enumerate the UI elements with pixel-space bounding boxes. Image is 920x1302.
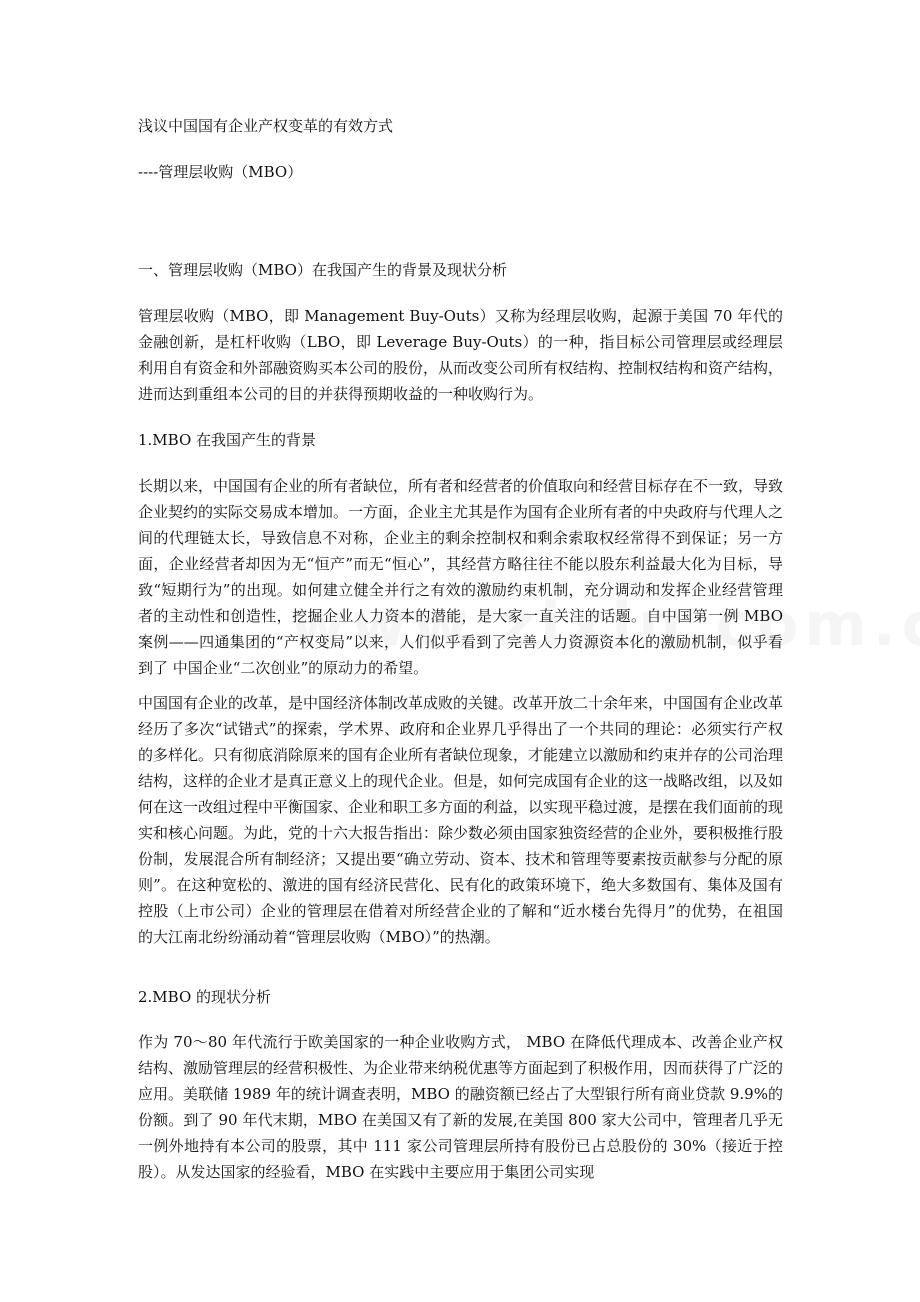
subsection2-paragraph1: 作为 70～80 年代流行于欧美国家的一种企业收购方式， MBO 在降低代理成本、改善企业产权结构、激励管理层的经营积极性、为企业带来纳税优惠等方面起到了积极作用，因而获得了广泛的应用。美联储 1989 年的统计调查表明，MBO 的融资额已经占了大型银行所有商业贷款 9.9%的份额。到了 90 年代末期，MBO 在美国又有了新的发展,在美国 800 家大公司中，管理者几乎无一例外地持有本公司的股票，其中 111 家公司管理层所持有股份已占总股份的 30%（接近于控股）。从发达国家的经验看，MBO 在实践中主要应用于集团公司实现 xyxy=(138,1033,784,1181)
subsection1-heading: 1.MBO 在我国产生的背景 xyxy=(138,431,317,449)
subsection1-paragraph2: 中国国有企业的改革，是中国经济体制改革成败的关键。改革开放二十余年来，中国国有企业改革经历了多次“试错式”的探索，学术界、政府和企业界几乎得出了一个共同的理论：必须实行产权的多样化。只有彻底消除原来的国有企业所有者缺位现象，才能建立以激励和约束并存的公司治理结构，这样的企业才是真正意义上的现代企业。但是，如何完成国有企业的这一战略改组，以及如何在这一改组过程中平衡国家、企业和职工多方面的利益，以实现平稳过渡，是摆在我们面前的现实和核心问题。为此，党的十六大报告指出：除少数必须由国家独资经营的企业外，要积极推行股份制，发展混合所有制经济；又提出要“确立劳动、资本、技术和管理等要素按贡献参与分配的原则”。在这种宽松的、激进的国有经济民营化、民有化的政策环境下，绝大多数国有、集体及国有控股（上市公司）企业的管理层在借着对所经营企业的了解和“近水楼台先得月”的优势，在祖国的大江南北纷纷涌动着“管理层收购（MBO）”的热潮。 xyxy=(138,694,784,946)
intro-paragraph: 管理层收购（MBO，即 Management Buy-Outs）又称为经理层收购，起源于美国 70 年代的金融创新，是杠杆收购（LBO，即 Leverage Buy-Outs）的一种，指目标公司管理层或经理层利用自有资金和外部融资购买本公司的股份，从而改变公司所有权结构、控制权结构和资产结构，进而达到重组本公司的目的并获得预期收益的一种收购行为。 xyxy=(138,307,784,403)
document-title: 浅议中国国有企业产权变革的有效方式 xyxy=(138,117,394,135)
subsection2-heading: 2.MBO 的现状分析 xyxy=(138,988,272,1006)
document-subtitle: ----管理层收购（MBO） xyxy=(138,163,303,181)
section1-heading: 一、管理层收购（MBO）在我国产生的背景及现状分析 xyxy=(138,261,507,279)
subsection1-paragraph1: 长期以来，中国国有企业的所有者缺位，所有者和经营者的价值取向和经营目标存在不一致，导致企业契约的实际交易成本增加。一方面，企业主尤其是作为国有企业所有者的中央政府与代理人之间的代理链太长，导致信息不对称，企业主的剩余控制权和剩余索取权经常得不到保证；另一方面，企业经营者却因为无“恒产”而无“恒心”，其经营方略往往不能以股东利益最大化为目标，导致“短期行为”的出现。如何建立健全并行之有效的激励约束机制，充分调动和发挥企业经营管理者的主动性和创造性，挖掘企业人力资本的潜能，是大家一直关注的话题。自中国第一例 MBO 案例——四通集团的“产权变局”以来，人们似乎看到了完善人力资源资本化的激励机制，似乎看到了 中国企业“二次创业”的原动力的希望。 xyxy=(138,477,784,677)
